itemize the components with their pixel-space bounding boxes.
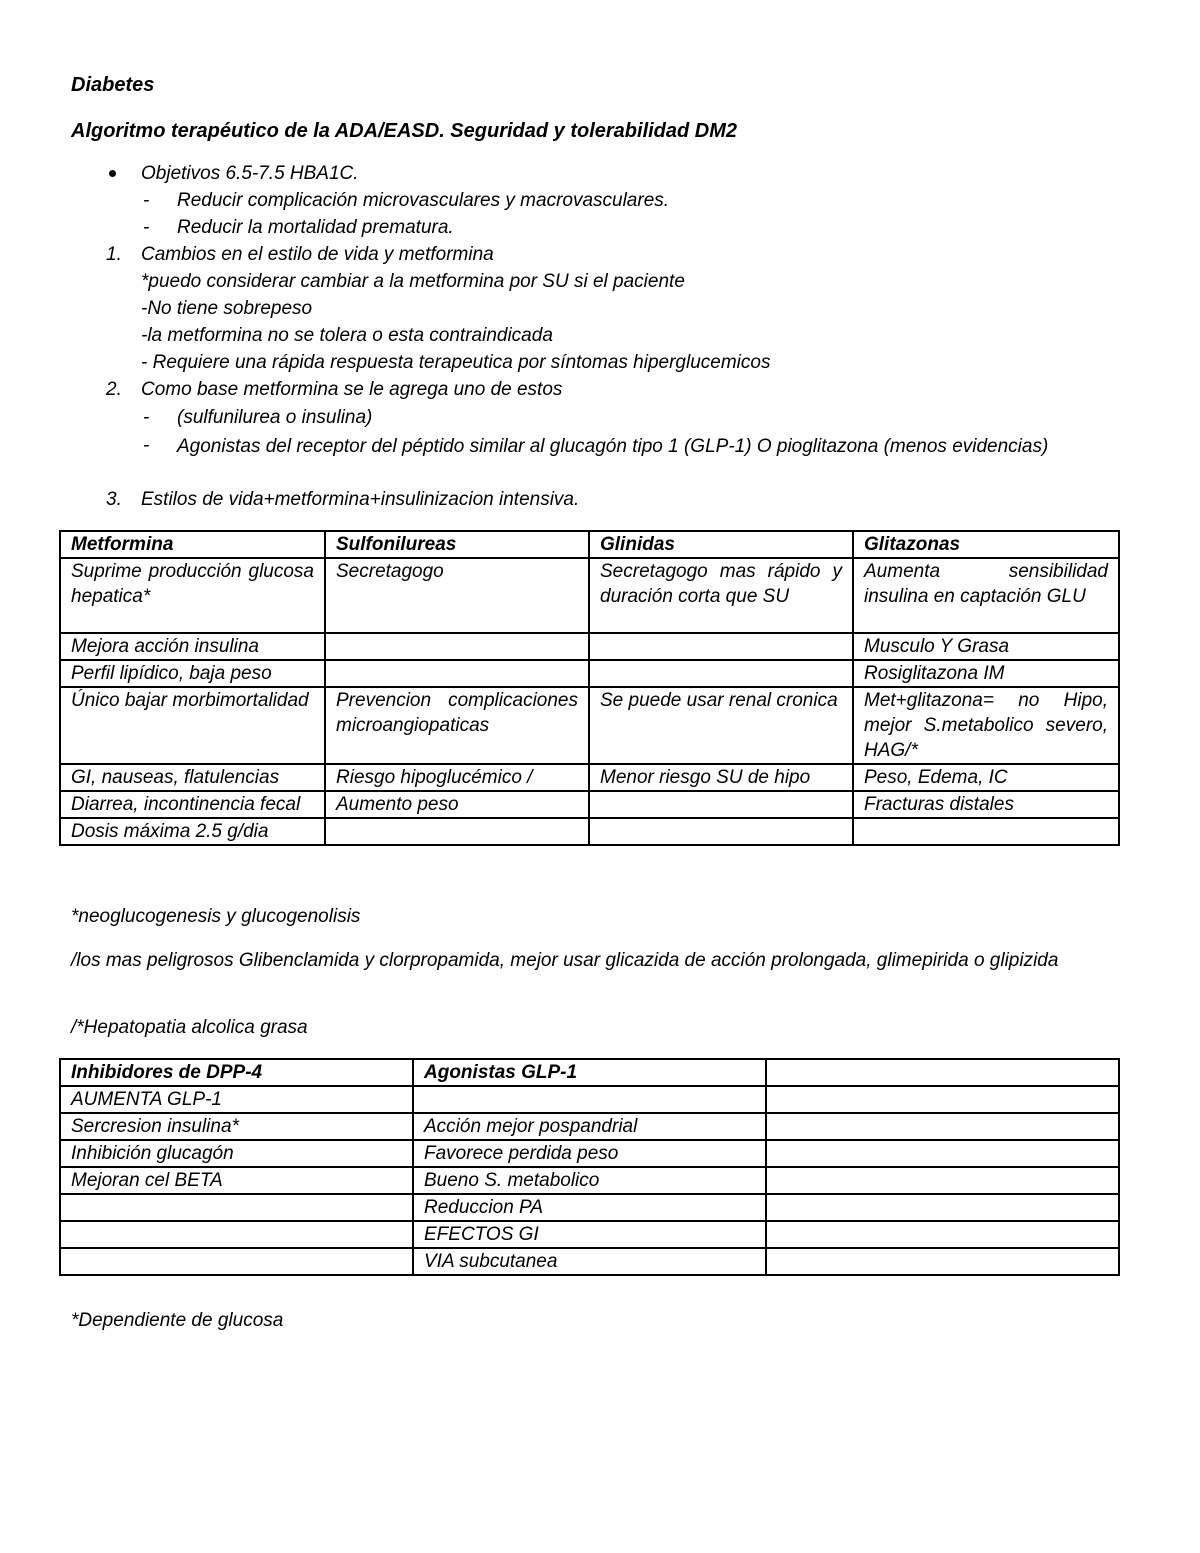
table-cell: Sercresion insulina*	[60, 1113, 413, 1140]
table-cell: Mejora acción insulina	[60, 633, 325, 660]
table-cell	[60, 1221, 413, 1248]
table-cell: Reduccion PA	[413, 1194, 766, 1221]
list-bullet-1-sub-1: Reducir complicación microvasculares y macrovasculares.	[177, 190, 670, 211]
table-cell: Inhibición glucagón	[60, 1140, 413, 1167]
table-cell: VIA subcutanea	[413, 1248, 766, 1275]
table-cell: Secretagogo mas rápido y duración corta que SU	[589, 558, 853, 633]
table-header-cell	[766, 1059, 1119, 1086]
list-item-3: Estilos de vida+metformina+insulinizacion intensiva.	[141, 489, 580, 510]
table-cell	[413, 1086, 766, 1113]
table-header-row	[60, 1059, 1119, 1086]
dpp4-glp1-table	[59, 1058, 1120, 1276]
page-heading: Diabetes	[71, 74, 155, 96]
table-cell: Riesgo hipoglucémico /	[325, 764, 589, 791]
table-cell: Prevencion complicaciones microangiopaticas	[325, 687, 589, 764]
table-cell: Met+glitazona= no Hipo, mejor S.metabolico severo, HAG/*	[853, 687, 1119, 764]
table-row	[60, 1248, 1119, 1275]
table-row	[60, 1221, 1119, 1248]
note-2: /los mas peligrosos Glibenclamida y clorpropamida, mejor usar glicazida de acción prolongada, glimepirida o glipizida	[71, 950, 1059, 971]
table-cell: EFECTOS GI	[413, 1221, 766, 1248]
table-cell: Único bajar morbimortalidad	[60, 687, 325, 764]
table-cell	[589, 791, 853, 818]
table-cell	[766, 1194, 1119, 1221]
table-cell	[766, 1167, 1119, 1194]
table-cell	[60, 1194, 413, 1221]
table-cell: Musculo Y Grasa	[853, 633, 1119, 660]
table-cell	[325, 633, 589, 660]
table-header-row	[60, 531, 1119, 558]
table-row	[60, 1167, 1119, 1194]
table-header-cell: Metformina	[60, 531, 325, 558]
list-item-1-line-3: -No tiene sobrepeso	[141, 298, 313, 319]
list-bullet-1-sub-2: Reducir la mortalidad prematura.	[177, 217, 454, 238]
dash-marker: -	[143, 407, 150, 428]
table-cell: Secretagogo	[325, 558, 589, 633]
table-header-cell: Sulfonilureas	[325, 531, 589, 558]
table-cell: Bueno S. metabolico	[413, 1167, 766, 1194]
table-row	[60, 660, 1119, 687]
table-cell: Se puede usar renal cronica	[589, 687, 853, 764]
table-header-cell: Inhibidores de DPP-4	[60, 1059, 413, 1086]
table-cell	[325, 818, 589, 845]
table-cell: Diarrea, incontinencia fecal	[60, 791, 325, 818]
table-cell	[766, 1113, 1119, 1140]
table-cell: Acción mejor pospandrial	[413, 1113, 766, 1140]
list-number-3: 3.	[106, 489, 122, 510]
table-cell	[589, 660, 853, 687]
dash-marker: -	[143, 217, 150, 238]
table-cell: Aumenta sensibilidad insulina en captación GLU	[853, 558, 1119, 633]
drug-comparison-table	[59, 530, 1120, 846]
table-cell	[325, 660, 589, 687]
table-cell	[766, 1140, 1119, 1167]
table-row	[60, 687, 1119, 764]
table-row	[60, 818, 1119, 845]
table-row	[60, 1113, 1119, 1140]
list-number-1: 1.	[106, 244, 122, 265]
list-item-2: Como base metformina se le agrega uno de estos	[141, 379, 563, 400]
table-row	[60, 1140, 1119, 1167]
table-cell	[589, 633, 853, 660]
table-cell	[589, 818, 853, 845]
dash-marker: -	[143, 190, 150, 211]
table-row	[60, 764, 1119, 791]
table-cell: Peso, Edema, IC	[853, 764, 1119, 791]
list-bullet-1: Objetivos 6.5-7.5 HBA1C.	[141, 163, 359, 184]
table-cell: Mejoran cel BETA	[60, 1167, 413, 1194]
table-cell	[853, 818, 1119, 845]
list-item-1-line-5: - Requiere una rápida respuesta terapeutica por síntomas hiperglucemicos	[141, 352, 771, 373]
table-cell: Perfil lipídico, baja peso	[60, 660, 325, 687]
list-number-2: 2.	[106, 379, 122, 400]
table-row	[60, 791, 1119, 818]
table-cell	[766, 1086, 1119, 1113]
table-cell	[766, 1221, 1119, 1248]
table-row	[60, 558, 1119, 633]
list-item-1: Cambios en el estilo de vida y metformina	[141, 244, 494, 265]
note-1: *neoglucogenesis y glucogenolisis	[71, 906, 361, 927]
table-row	[60, 1086, 1119, 1113]
dash-marker: -	[143, 435, 150, 456]
bullet-icon	[109, 170, 116, 177]
table-cell: GI, nauseas, flatulencias	[60, 764, 325, 791]
page-subtitle: Algoritmo terapéutico de la ADA/EASD. Seguridad y tolerabilidad DM2	[71, 120, 738, 142]
list-item-2-sub-1: (sulfunilurea o insulina)	[177, 407, 373, 428]
list-item-2-sub-2: Agonistas del receptor del péptido similar al glucagón tipo 1 (GLP-1) O pioglitazona (menos evidencias)	[177, 436, 1049, 457]
table-header-cell: Agonistas GLP-1	[413, 1059, 766, 1086]
table-cell: Favorece perdida peso	[413, 1140, 766, 1167]
table-cell	[60, 1248, 413, 1275]
table-cell	[766, 1248, 1119, 1275]
list-item-1-line-2: *puedo considerar cambiar a la metformina por SU si el paciente	[141, 271, 685, 292]
table-cell: Aumento peso	[325, 791, 589, 818]
table-cell: Menor riesgo SU de hipo	[589, 764, 853, 791]
note-3: /*Hepatopatia alcolica grasa	[71, 1017, 308, 1038]
table-header-cell: Glinidas	[589, 531, 853, 558]
table-cell: Dosis máxima 2.5 g/dia	[60, 818, 325, 845]
table-cell: AUMENTA GLP-1	[60, 1086, 413, 1113]
table-cell: Suprime producción glucosa hepatica*	[60, 558, 325, 633]
table-header-cell: Glitazonas	[853, 531, 1119, 558]
list-item-1-line-4: -la metformina no se tolera o esta contraindicada	[141, 325, 553, 346]
table-row	[60, 633, 1119, 660]
table-cell: Fracturas distales	[853, 791, 1119, 818]
table-cell: Rosiglitazona IM	[853, 660, 1119, 687]
table-row	[60, 1194, 1119, 1221]
footnote: *Dependiente de glucosa	[71, 1310, 284, 1331]
